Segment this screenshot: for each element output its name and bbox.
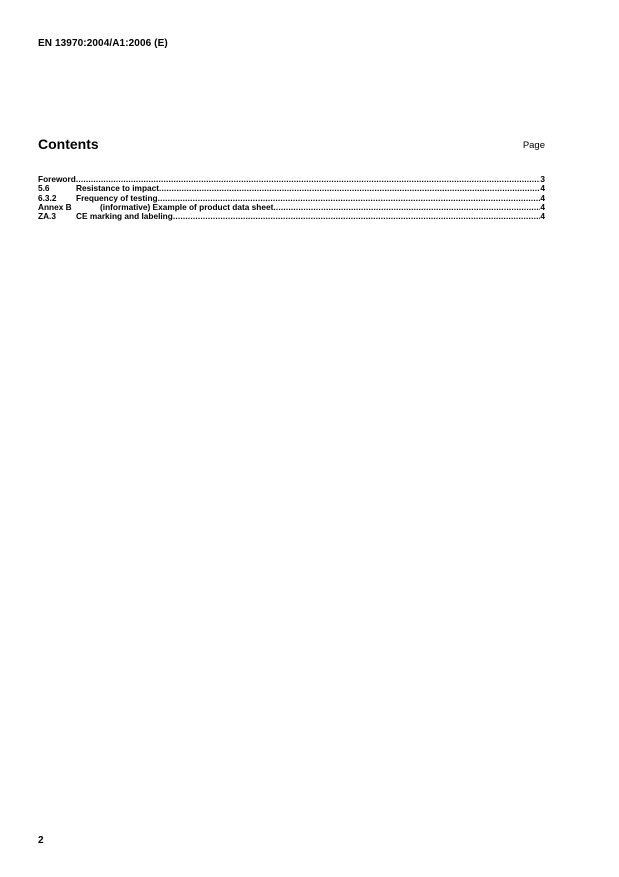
- toc-dot-leader: [273, 203, 540, 212]
- toc-dot-leader: [173, 212, 541, 221]
- toc-entry-number: 6.3.2: [38, 192, 57, 203]
- toc-entry-number: Annex B: [38, 201, 72, 212]
- page-number: 2: [38, 835, 44, 846]
- contents-heading: Contents: [38, 136, 99, 152]
- table-of-contents: [38, 175, 545, 221]
- toc-entry-number: ZA.3: [38, 211, 56, 222]
- document-header: EN 13970:2004/A1:2006 (E): [38, 38, 168, 49]
- toc-entry-title: Resistance to impact: [76, 183, 159, 194]
- toc-entry-title: Frequency of testing: [76, 192, 158, 203]
- toc-entry-number: 5.6: [38, 183, 50, 194]
- toc-dot-leader: [159, 184, 540, 193]
- toc-entry-title: (informative) Example of product data sheet: [100, 201, 274, 212]
- toc-entry-title: Foreword: [38, 174, 76, 184]
- toc-entry-page: 4: [540, 192, 545, 203]
- toc-entry-page: 4: [540, 183, 545, 194]
- toc-entry-za-3[interactable]: [38, 212, 545, 221]
- toc-entry-page: 3: [540, 174, 545, 184]
- toc-entry-page: 4: [540, 201, 545, 212]
- toc-entry-title: CE marking and labeling: [76, 211, 173, 222]
- page-column-label: Page: [522, 140, 545, 151]
- toc-entry-page: 4: [540, 211, 545, 222]
